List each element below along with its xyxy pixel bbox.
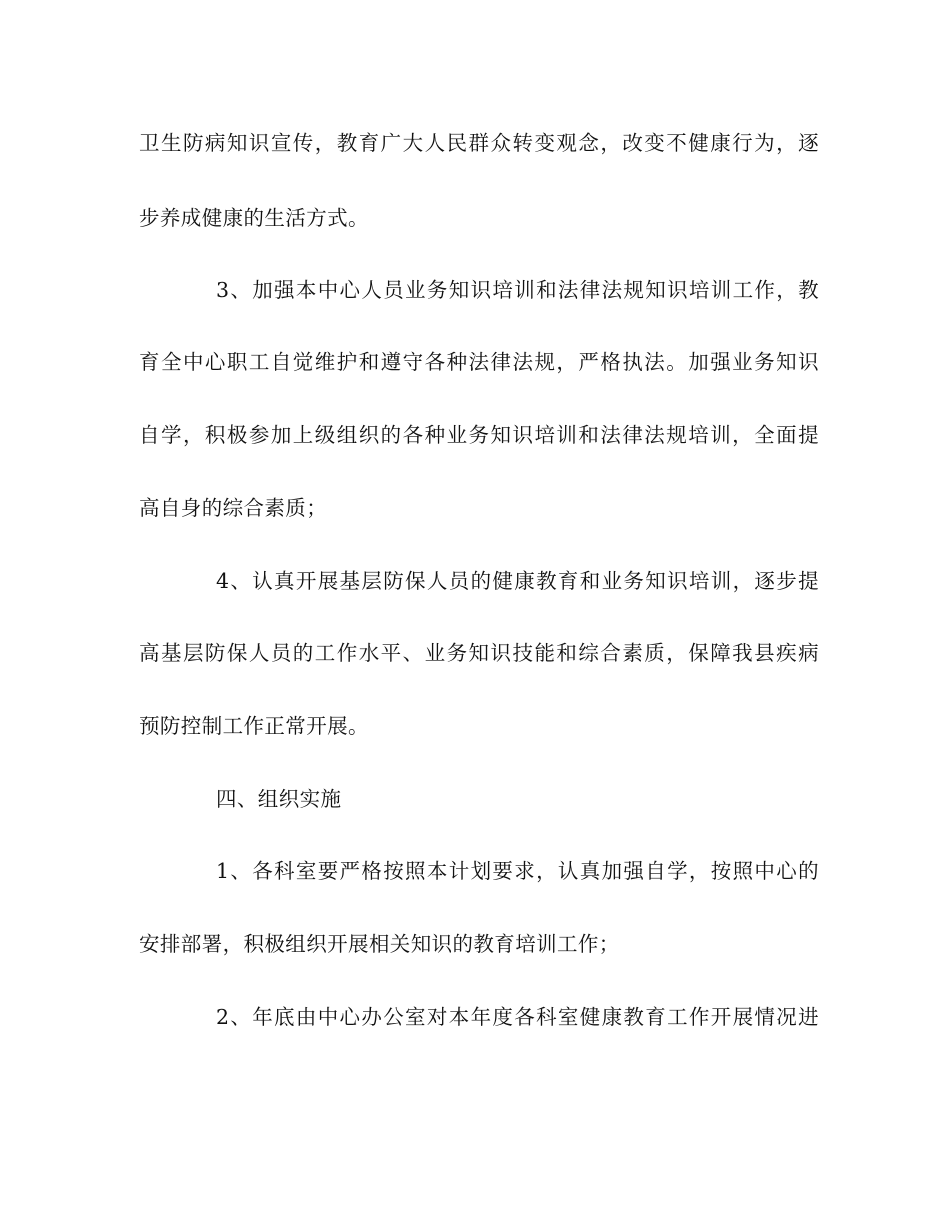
text-line: 卫生防病知识宣传，教育广大人民群众转变观念，改变不健康行为，逐 — [139, 131, 819, 155]
paragraph-start-line: 3、加强本中心人员业务知识培训和法律法规知识培训工作，教 — [216, 278, 819, 302]
text-line: 自学，积极参加上级组织的各种业务知识培训和法律法规培训，全面提 — [139, 423, 819, 447]
text-line: 高基层防保人员的工作水平、业务知识技能和综合素质，保障我县疾病 — [139, 641, 819, 665]
text-line: 预防控制工作正常开展。 — [139, 714, 369, 738]
text-line: 步养成健康的生活方式。 — [139, 206, 369, 230]
section-heading: 四、组织实施 — [216, 787, 342, 811]
paragraph-start-line: 2、年底由中心办公室对本年度各科室健康教育工作开展情况进 — [216, 1005, 819, 1029]
text-line: 育全中心职工自觉维护和遵守各种法律法规，严格执法。加强业务知识 — [139, 350, 819, 374]
text-line: 安排部署，积极组织开展相关知识的教育培训工作； — [139, 932, 620, 956]
text-line: 高自身的综合素质； — [139, 496, 328, 520]
paragraph-start-line: 1、各科室要严格按照本计划要求，认真加强自学，按照中心的 — [216, 859, 819, 883]
paragraph-start-line: 4、认真开展基层防保人员的健康教育和业务知识培训，逐步提 — [216, 569, 819, 593]
